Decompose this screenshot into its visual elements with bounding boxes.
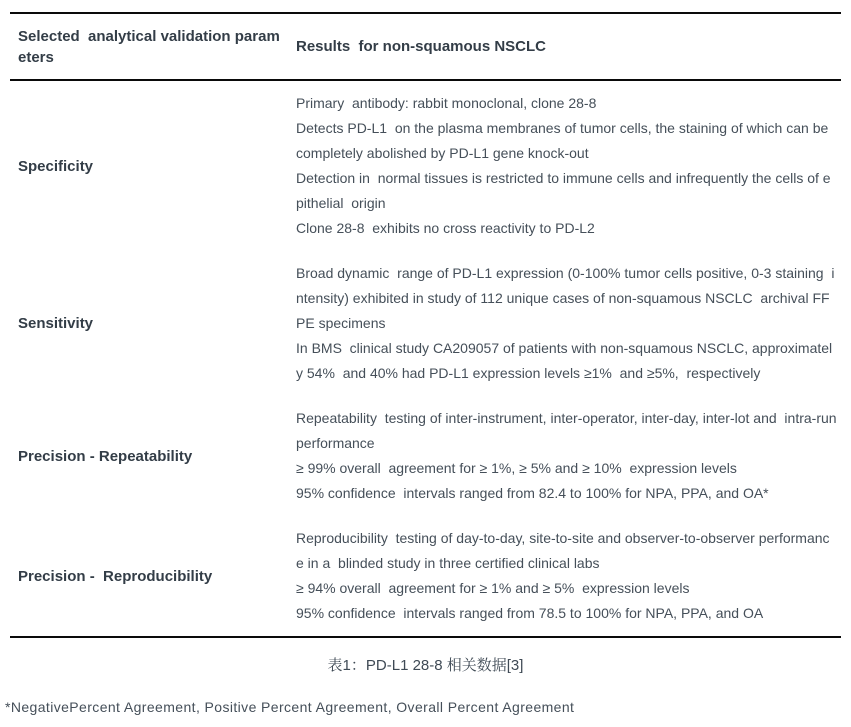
results-cell-specificity xyxy=(286,81,841,251)
result-line: Reproducibility testing of day-to-day, site-to-site and observer-to-observer performance in a blinded study in three certified clinical labs xyxy=(296,530,830,571)
result-line: Clone 28-8 exhibits no cross reactivity to PD-L2 xyxy=(296,220,595,236)
result-line: Broad dynamic range of PD-L1 expression (0-100% tumor cells positive, 0-3 staining intensity) exhibited in study of 112 unique cases of non-squamous NSCLC archival FFPE specimens xyxy=(296,265,835,331)
footnote: *NegativePercent Agreement, Positive Percent Agreement, Overall Percent Agreement xyxy=(5,699,575,715)
result-line: 95% confidence intervals ranged from 82.4 to 100% for NPA, PPA, and OA* xyxy=(296,485,769,501)
table-header-row xyxy=(10,14,841,81)
parameter-label-specificity: Specificity xyxy=(18,157,94,175)
validation-table xyxy=(10,12,841,638)
result-line: ≥ 94% overall agreement for ≥ 1% and ≥ 5% expression levels xyxy=(296,580,690,596)
result-line: Primary antibody: rabbit monoclonal, clone 28-8 xyxy=(296,95,597,111)
result-line: In BMS clinical study CA209057 of patients with non-squamous NSCLC, approximately 54% and 40% had PD-L1 expression levels ≥1% and ≥5%, respectively xyxy=(296,340,833,381)
result-line: 95% confidence intervals ranged from 78.5 to 100% for NPA, PPA, and OA xyxy=(296,605,764,621)
table-row-specificity xyxy=(10,81,841,251)
table-row-precision-reproducibility xyxy=(10,516,841,636)
result-line: Detection in normal tissues is restricted to immune cells and infrequently the cells of epithelial origin xyxy=(296,170,831,211)
results-cell-precision-reproducibility xyxy=(286,516,841,636)
column-header-results: Results for non-squamous NSCLC xyxy=(296,38,547,55)
table-caption: 表1：PD-L1 28-8 相关数据[3] xyxy=(327,657,524,674)
result-line: Detects PD-L1 on the plasma membranes of tumor cells, the staining of which can be completely abolished by PD-L1 gene knock-out xyxy=(296,120,837,161)
results-cell-precision-repeatability xyxy=(286,396,841,516)
result-line: Repeatability testing of inter-instrument, inter-operator, inter-day, inter-lot and intra-run performance xyxy=(296,410,841,451)
results-cell-sensitivity xyxy=(286,251,841,396)
table-row-precision-repeatability xyxy=(10,396,841,516)
parameter-label-sensitivity: Sensitivity xyxy=(18,315,94,332)
parameter-label-precision-reproducibility: Precision - Reproducibility xyxy=(18,567,213,585)
column-header-parameters: Selected analytical validation parameters xyxy=(18,27,280,66)
parameter-label-precision-repeatability: Precision - Repeatability xyxy=(18,447,193,465)
result-line: ≥ 99% overall agreement for ≥ 1%, ≥ 5% and ≥ 10% expression levels xyxy=(296,460,737,476)
table-row-sensitivity xyxy=(10,251,841,396)
